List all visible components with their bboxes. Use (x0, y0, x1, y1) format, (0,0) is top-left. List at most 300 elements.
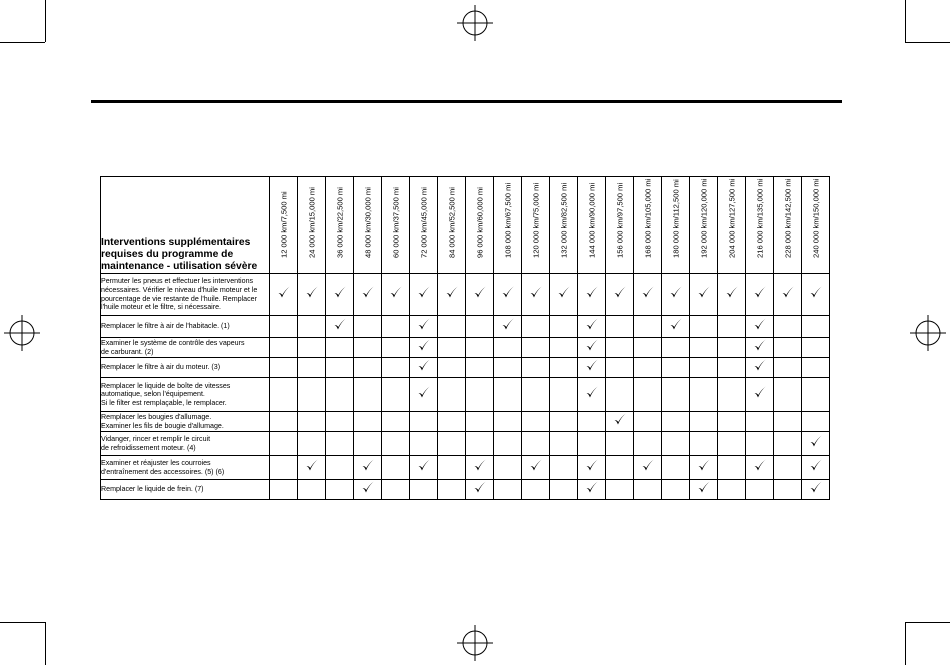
task-line: d'entraînement des accessoires. (5) (6) (101, 467, 225, 476)
schedule-cell (634, 432, 662, 456)
interval-header (662, 177, 690, 274)
checkmark-icon (809, 285, 823, 299)
schedule-cell (270, 412, 298, 432)
schedule-cell (354, 378, 382, 412)
schedule-cell (606, 316, 634, 338)
schedule-cell (746, 338, 774, 358)
checkmark-icon (697, 285, 711, 299)
schedule-cell (802, 338, 830, 358)
schedule-cell (662, 274, 690, 316)
schedule-cell (298, 378, 326, 412)
task-description (101, 480, 270, 500)
schedule-cell (774, 480, 802, 500)
checkmark-icon (305, 458, 319, 472)
schedule-cell (438, 456, 466, 480)
schedule-cell (382, 274, 410, 316)
table-row (101, 432, 830, 456)
schedule-cell (522, 480, 550, 500)
schedule-cell (466, 432, 494, 456)
interval-label: 108 000 km/67,500 mi (503, 182, 512, 258)
interval-label: 168 000 km/105,000 mi (643, 178, 652, 258)
schedule-cell (718, 316, 746, 338)
task-line: Remplacer le liquide de boîte de vitesses (101, 381, 231, 390)
interval-header (354, 177, 382, 274)
schedule-cell (690, 338, 718, 358)
task-line: nécessaires. Vérifier le niveau d'huile moteur et le (101, 285, 258, 294)
task-description (101, 316, 270, 338)
schedule-cell (550, 480, 578, 500)
schedule-cell (466, 274, 494, 316)
schedule-cell (270, 480, 298, 500)
schedule-cell (774, 456, 802, 480)
checkmark-icon (417, 358, 431, 372)
checkmark-icon (585, 285, 599, 299)
table-row (101, 456, 830, 480)
schedule-cell (774, 358, 802, 378)
task-description (101, 274, 270, 316)
schedule-cell (718, 432, 746, 456)
checkmark-icon (753, 358, 767, 372)
checkmark-icon (585, 480, 599, 494)
schedule-cell (746, 316, 774, 338)
schedule-cell (382, 316, 410, 338)
table-row (101, 378, 830, 412)
checkmark-icon (641, 285, 655, 299)
task-description (101, 412, 270, 432)
schedule-cell (270, 316, 298, 338)
schedule-cell (690, 432, 718, 456)
checkmark-icon (585, 338, 599, 352)
schedule-cell (662, 358, 690, 378)
schedule-cell (438, 480, 466, 500)
schedule-cell (494, 412, 522, 432)
schedule-cell (718, 456, 746, 480)
table-row (101, 274, 830, 316)
schedule-cell (438, 316, 466, 338)
checkmark-icon (697, 458, 711, 472)
schedule-cell (690, 358, 718, 378)
checkmark-icon (725, 285, 739, 299)
schedule-cell (298, 338, 326, 358)
schedule-cell (578, 316, 606, 338)
schedule-cell (718, 412, 746, 432)
interval-label: 36 000 km/22,500 mi (335, 187, 344, 258)
checkmark-icon (473, 285, 487, 299)
interval-label: 192 000 km/120,000 mi (699, 178, 708, 258)
checkmark-icon (445, 285, 459, 299)
schedule-cell (746, 274, 774, 316)
schedule-cell (522, 378, 550, 412)
schedule-cell (494, 338, 522, 358)
checkmark-icon (333, 317, 347, 331)
checkmark-icon (669, 285, 683, 299)
interval-label: 120 000 km/75,000 mi (531, 182, 540, 258)
schedule-cell (382, 378, 410, 412)
schedule-cell (634, 274, 662, 316)
schedule-cell (438, 358, 466, 378)
schedule-cell (326, 274, 354, 316)
schedule-cell (494, 432, 522, 456)
schedule-cell (802, 378, 830, 412)
interval-label: 180 000 km/112,500 mi (671, 179, 680, 258)
schedule-cell (298, 274, 326, 316)
header-rule (91, 100, 842, 103)
schedule-cell (578, 432, 606, 456)
schedule-cell (578, 338, 606, 358)
schedule-cell (774, 338, 802, 358)
schedule-cell (550, 432, 578, 456)
schedule-cell (326, 358, 354, 378)
schedule-cell (410, 378, 438, 412)
schedule-cell (718, 338, 746, 358)
schedule-cell (494, 456, 522, 480)
schedule-cell (662, 480, 690, 500)
checkmark-icon (529, 285, 543, 299)
schedule-cell (550, 378, 578, 412)
schedule-cell (550, 358, 578, 378)
interval-label: 72 000 km/45,000 mi (419, 187, 428, 258)
task-description (101, 456, 270, 480)
schedule-cell (522, 456, 550, 480)
schedule-cell (466, 480, 494, 500)
task-line: Examiner et réajuster les courroies (101, 458, 211, 467)
table-row (101, 316, 830, 338)
checkmark-icon (753, 338, 767, 352)
task-line: de carburant. (2) (101, 347, 154, 356)
schedule-cell (354, 412, 382, 432)
interval-header (746, 177, 774, 274)
schedule-cell (522, 432, 550, 456)
crop-mark-top-left-v (45, 0, 46, 42)
schedule-cell (690, 378, 718, 412)
schedule-cell (522, 412, 550, 432)
schedule-cell (718, 480, 746, 500)
schedule-cell (410, 480, 438, 500)
schedule-cell (690, 480, 718, 500)
checkmark-icon (557, 285, 571, 299)
checkmark-icon (809, 458, 823, 472)
schedule-cell (578, 358, 606, 378)
interval-label: 228 000 km/142,500 mi (783, 178, 792, 258)
schedule-cell (578, 378, 606, 412)
schedule-cell (802, 432, 830, 456)
schedule-cell (354, 432, 382, 456)
interval-label: 156 000 km/97,500 mi (615, 182, 624, 258)
schedule-cell (438, 432, 466, 456)
task-line: Remplacer le filtre à air de l'habitacle. (1) (101, 322, 230, 331)
checkmark-icon (585, 458, 599, 472)
checkmark-icon (501, 285, 515, 299)
schedule-cell (606, 480, 634, 500)
schedule-cell (634, 378, 662, 412)
schedule-cell (662, 412, 690, 432)
schedule-cell (466, 316, 494, 338)
table-row (101, 412, 830, 432)
schedule-cell (270, 338, 298, 358)
schedule-cell (298, 358, 326, 378)
schedule-cell (802, 358, 830, 378)
checkmark-icon (809, 480, 823, 494)
interval-header (690, 177, 718, 274)
crop-mark-top-right-h (905, 42, 950, 43)
interval-label: 204 000 km/127,500 mi (727, 178, 736, 258)
crop-mark-top-left-h (0, 42, 45, 43)
checkmark-icon (641, 458, 655, 472)
task-line: Examiner le système de contrôle des vapeurs (101, 338, 245, 347)
table-row (101, 480, 830, 500)
header-title: Interventions supplémentaires requises du programme de maintenance - utilisation sévère (101, 177, 270, 274)
schedule-cell (522, 358, 550, 378)
checkmark-icon (389, 285, 403, 299)
task-description (101, 358, 270, 378)
schedule-cell (774, 412, 802, 432)
schedule-cell (718, 358, 746, 378)
task-description (101, 432, 270, 456)
checkmark-icon (417, 317, 431, 331)
schedule-cell (634, 456, 662, 480)
schedule-cell (606, 378, 634, 412)
schedule-cell (718, 274, 746, 316)
schedule-cell (466, 358, 494, 378)
schedule-cell (410, 456, 438, 480)
interval-header (578, 177, 606, 274)
interval-label: 48 000 km/30,000 mi (363, 187, 372, 258)
checkmark-icon (613, 412, 627, 426)
schedule-cell (550, 412, 578, 432)
schedule-cell (746, 456, 774, 480)
interval-label: 96 000 km/60,000 mi (475, 187, 484, 258)
schedule-cell (354, 338, 382, 358)
interval-header (410, 177, 438, 274)
schedule-cell (550, 456, 578, 480)
task-line: l'huile moteur et le filtre, si nécessaire. (101, 303, 222, 312)
schedule-cell (550, 338, 578, 358)
schedule-cell (746, 412, 774, 432)
schedule-cell (354, 480, 382, 500)
checkmark-icon (473, 458, 487, 472)
task-line: automatique, selon l'équipement. (101, 390, 205, 399)
schedule-cell (466, 456, 494, 480)
schedule-cell (578, 480, 606, 500)
task-line: de refroidissement moteur. (4) (101, 443, 196, 452)
schedule-cell (438, 412, 466, 432)
schedule-cell (326, 338, 354, 358)
checkmark-icon (669, 317, 683, 331)
schedule-cell (802, 316, 830, 338)
schedule-cell (550, 274, 578, 316)
checkmark-icon (753, 285, 767, 299)
schedule-cell (466, 412, 494, 432)
schedule-cell (662, 456, 690, 480)
task-line: Examiner les fils de bougie d'allumage. (101, 421, 224, 430)
interval-header (382, 177, 410, 274)
schedule-cell (522, 274, 550, 316)
schedule-cell (634, 480, 662, 500)
table-row (101, 358, 830, 378)
task-line: pourcentage de vie restante de l'huile. Remplacer (101, 294, 257, 303)
schedule-cell (690, 274, 718, 316)
schedule-cell (326, 412, 354, 432)
interval-label: 144 000 km/90,000 mi (587, 182, 596, 258)
checkmark-icon (417, 458, 431, 472)
checkmark-icon (753, 458, 767, 472)
schedule-cell (634, 316, 662, 338)
interval-header (774, 177, 802, 274)
schedule-cell (298, 480, 326, 500)
schedule-cell (634, 338, 662, 358)
schedule-cell (662, 316, 690, 338)
schedule-cell (410, 412, 438, 432)
schedule-cell (606, 412, 634, 432)
schedule-cell (746, 378, 774, 412)
checkmark-icon (333, 285, 347, 299)
interval-label: 132 000 km/82,500 mi (559, 182, 568, 258)
schedule-cell (606, 432, 634, 456)
schedule-cell (746, 432, 774, 456)
schedule-cell (438, 274, 466, 316)
schedule-cell (522, 338, 550, 358)
schedule-cell (270, 378, 298, 412)
schedule-cell (410, 274, 438, 316)
task-line: Remplacer les bougies d'allumage. (101, 412, 212, 421)
crop-mark-bottom-right-v (905, 622, 906, 665)
schedule-cell (410, 338, 438, 358)
schedule-cell (690, 316, 718, 338)
crop-mark-bottom-left-v (45, 622, 46, 665)
registration-mark-bottom (455, 623, 495, 663)
checkmark-icon (361, 480, 375, 494)
interval-header (606, 177, 634, 274)
interval-header (522, 177, 550, 274)
checkmark-icon (697, 480, 711, 494)
crop-mark-bottom-left-h (0, 622, 45, 623)
checkmark-icon (585, 317, 599, 331)
interval-label: 12 000 km/7,500 mi (279, 191, 288, 258)
schedule-cell (438, 338, 466, 358)
crop-mark-top-right-v (905, 0, 906, 42)
schedule-cell (578, 274, 606, 316)
schedule-cell (662, 432, 690, 456)
schedule-cell (270, 456, 298, 480)
schedule-cell (382, 456, 410, 480)
interval-label: 216 000 km/135,000 mi (755, 178, 764, 258)
schedule-cell (802, 456, 830, 480)
schedule-cell (354, 274, 382, 316)
schedule-cell (354, 358, 382, 378)
interval-header (550, 177, 578, 274)
schedule-cell (270, 274, 298, 316)
schedule-cell (494, 316, 522, 338)
checkmark-icon (417, 338, 431, 352)
checkmark-icon (753, 385, 767, 399)
schedule-cell (690, 456, 718, 480)
schedule-cell (466, 338, 494, 358)
schedule-cell (326, 480, 354, 500)
schedule-cell (746, 480, 774, 500)
checkmark-icon (361, 285, 375, 299)
interval-header (634, 177, 662, 274)
schedule-cell (774, 432, 802, 456)
schedule-cell (662, 338, 690, 358)
schedule-cell (774, 378, 802, 412)
schedule-cell (382, 480, 410, 500)
schedule-cell (298, 412, 326, 432)
checkmark-icon (277, 285, 291, 299)
task-description (101, 338, 270, 358)
checkmark-icon (781, 285, 795, 299)
schedule-cell (802, 480, 830, 500)
task-line: Remplacer le liquide de frein. (7) (101, 485, 204, 494)
interval-label: 60 000 km/37,500 mi (391, 187, 400, 258)
schedule-cell (774, 274, 802, 316)
checkmark-icon (753, 317, 767, 331)
header-row (101, 177, 830, 274)
schedule-cell (382, 338, 410, 358)
checkmark-icon (613, 285, 627, 299)
registration-mark-top (455, 3, 495, 43)
interval-label: 24 000 km/15,000 mi (307, 187, 316, 258)
schedule-cell (382, 412, 410, 432)
schedule-cell (494, 358, 522, 378)
interval-header (466, 177, 494, 274)
interval-header (270, 177, 298, 274)
task-line: Permuter les pneus et effectuer les interventions (101, 277, 254, 286)
schedule-cell (578, 412, 606, 432)
registration-mark-left (2, 313, 42, 353)
schedule-cell (326, 316, 354, 338)
schedule-cell (662, 378, 690, 412)
task-line: Si le filter est remplaçable, le remplacer. (101, 398, 227, 407)
schedule-cell (550, 316, 578, 338)
schedule-body (101, 274, 830, 500)
checkmark-icon (305, 285, 319, 299)
schedule-cell (606, 358, 634, 378)
interval-header (326, 177, 354, 274)
schedule-cell (382, 432, 410, 456)
schedule-cell (774, 316, 802, 338)
schedule-cell (578, 456, 606, 480)
checkmark-icon (417, 285, 431, 299)
crop-mark-bottom-right-h (905, 622, 950, 623)
schedule-cell (718, 378, 746, 412)
schedule-cell (606, 274, 634, 316)
table-row (101, 338, 830, 358)
checkmark-icon (585, 358, 599, 372)
schedule-cell (410, 316, 438, 338)
interval-header (718, 177, 746, 274)
task-line: Remplacer le filtre à air du moteur. (3) (101, 363, 221, 372)
task-description (101, 378, 270, 412)
registration-mark-right (908, 313, 948, 353)
schedule-cell (522, 316, 550, 338)
checkmark-icon (501, 317, 515, 331)
checkmark-icon (585, 385, 599, 399)
checkmark-icon (417, 385, 431, 399)
schedule-cell (382, 358, 410, 378)
schedule-cell (494, 480, 522, 500)
schedule-cell (410, 358, 438, 378)
schedule-cell (326, 432, 354, 456)
schedule-cell (690, 412, 718, 432)
interval-header (298, 177, 326, 274)
interval-header (438, 177, 466, 274)
schedule-cell (438, 378, 466, 412)
schedule-cell (494, 378, 522, 412)
task-line: Vidanger, rincer et remplir le circuit (101, 434, 211, 443)
schedule-cell (634, 412, 662, 432)
checkmark-icon (473, 480, 487, 494)
schedule-cell (326, 378, 354, 412)
